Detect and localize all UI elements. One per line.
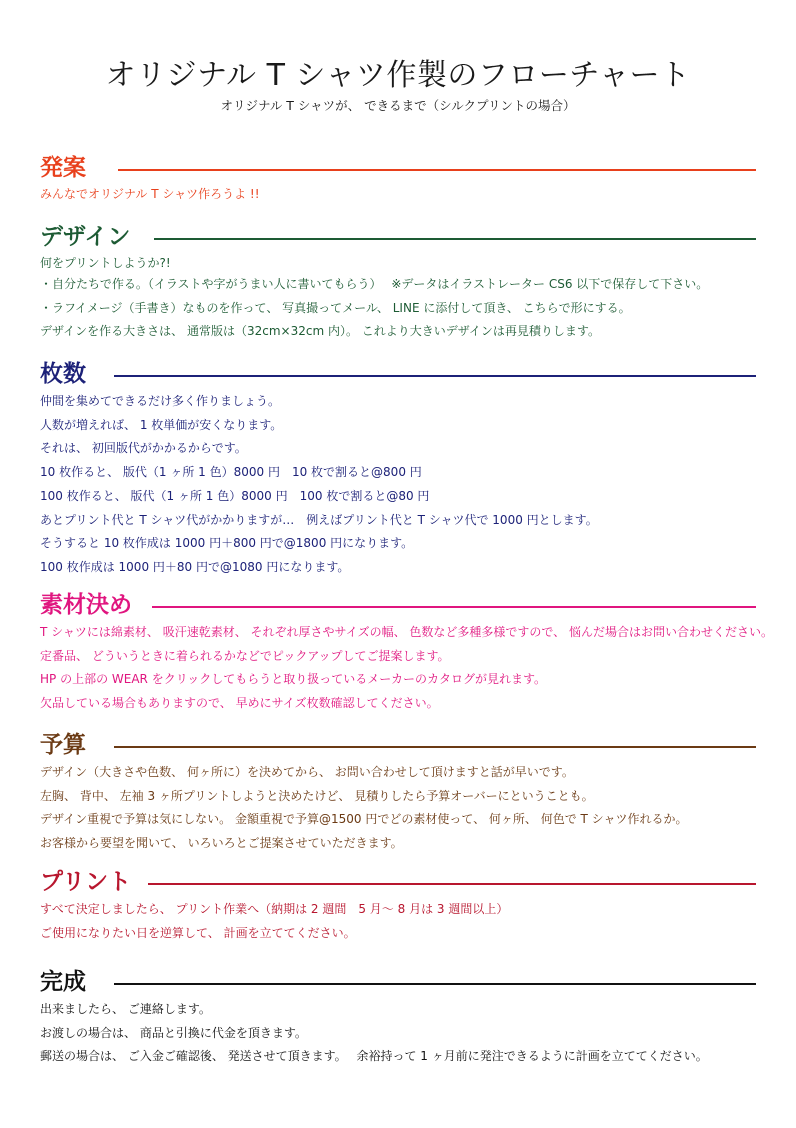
section-divider (154, 238, 756, 240)
body-line: お客様から要望を聞いて、 いろいろとご提案させていただきます。 (40, 836, 403, 851)
section-design (40, 221, 756, 344)
section-header (40, 966, 756, 998)
section-header (40, 152, 756, 184)
section-header (40, 358, 756, 390)
body-line: デザイン重視で予算は気にしない。 金額重視で予算@1500 円でどの素材使って、 何ヶ所、 何色で T シャツ作れるか。 (40, 812, 688, 827)
body-line: ご使用になりたい日を逆算して、 計画を立ててください。 (40, 925, 356, 940)
section-divider (114, 983, 756, 985)
section-header (40, 221, 756, 253)
body-line: 郵送の場合は、 ご入金ご確認後、 発送させて頂きます。 余裕持って 1 ヶ月前に発注できるように計画を立ててください。 (40, 1049, 708, 1064)
section-divider (118, 169, 756, 171)
body-line: お渡しの場合は、 商品と引換に代金を頂きます。 (40, 1025, 307, 1040)
section-header (40, 866, 756, 898)
body-line: 100 枚作成は 1000 円＋80 円で@1080 円になります。 (40, 559, 350, 574)
body-line: 定番品、 どういうときに着られるかなどでピックアップしてご提案します。 (40, 648, 450, 663)
section-heading: デザイン (40, 224, 131, 250)
body-line: ・自分たちで作る。（イラストや字がうまい人に書いてもらう） ※データはイラストレーター CS6 以下で保存して下さい。 (40, 277, 709, 291)
section-divider (114, 375, 756, 377)
document-subtitle: オリジナル T シャツが、 できるまで（シルクプリントの場合） (220, 98, 576, 113)
body-line: 欠品している場合もありますので、 早めにサイズ枚数確認してください。 (40, 696, 439, 711)
body-line: みんなでオリジナル T シャツ作ろうよ !! (40, 187, 260, 201)
body-line: 出来ましたら、 ご連絡します。 (40, 1002, 211, 1016)
section-heading: 完成 (40, 969, 86, 995)
body-line: 左胸、 背中、 左袖 3 ヶ所プリントしようと決めたけど、 見積りしたら予算オーバーにということも。 (40, 788, 594, 803)
section-heading: 枚数 (40, 361, 86, 387)
body-line: それは、 初回版代がかかるからです。 (40, 441, 247, 456)
body-line: そうすると 10 枚作成は 1000 円＋800 円で@1800 円になります。 (40, 536, 414, 551)
section-heading: 発案 (40, 155, 86, 181)
body-line: デザインを作る大きさは、 通常版は（32cm×32cm 内）。 これより大きいデザインは再見積りします。 (40, 324, 600, 339)
section-header (40, 589, 756, 621)
section-heading: 予算 (40, 732, 86, 758)
body-line: すべて決定しましたら、 プリント作業へ（納期は 2 週間 5 月～ 8 月は 3 週間以上） (40, 902, 509, 916)
body-line: T シャツには綿素材、 吸汗速乾素材、 それぞれ厚さやサイズの幅、 色数など多種多様ですので、 悩んだ場合はお問い合わせください。 (40, 625, 773, 639)
section-print (40, 866, 756, 945)
body-line: あとプリント代と T シャツ代がかかりますが… 例えばプリント代と T シャツ代で 1000 円とします。 (40, 512, 598, 527)
section-divider (148, 883, 756, 885)
section-divider (114, 746, 756, 748)
body-line: HP の上部の WEAR をクリックしてもらうと取り扱っているメーカーのカタログが見れます。 (40, 672, 547, 687)
section-budget (40, 729, 756, 856)
section-quantity (40, 358, 756, 580)
body-line: デザイン（大きさや色数、 何ヶ所に）を決めてから、 お問い合わせして頂けますと話が早いです。 (40, 765, 574, 779)
section-proposal (40, 152, 756, 204)
body-line: 10 枚作ると、 版代（1 ヶ所 1 色）8000 円 10 枚で割ると@800 円 (40, 465, 422, 480)
body-line: 何をプリントしようか?! (40, 256, 171, 270)
document-title: オリジナル T シャツ作製のフローチャート (105, 58, 691, 93)
body-line: ・ラフイメージ（手書き）なものを作って、 写真撮ってメール、 LINE に添付して頂き、 こちらで形にする。 (40, 300, 631, 315)
body-line: 100 枚作ると、 版代（1 ヶ所 1 色）8000 円 100 枚で割ると@80 円 (40, 488, 430, 503)
body-line: 仲間を集めてできるだけ多く作りましょう。 (40, 394, 281, 408)
body-line: 人数が増えれば、 1 枚単価が安くなります。 (40, 417, 283, 432)
section-heading: 素材決め (40, 592, 132, 618)
section-complete (40, 966, 756, 1069)
section-header (40, 729, 756, 761)
section-divider (152, 606, 756, 608)
section-material (40, 589, 773, 716)
section-heading: プリント (40, 869, 132, 895)
